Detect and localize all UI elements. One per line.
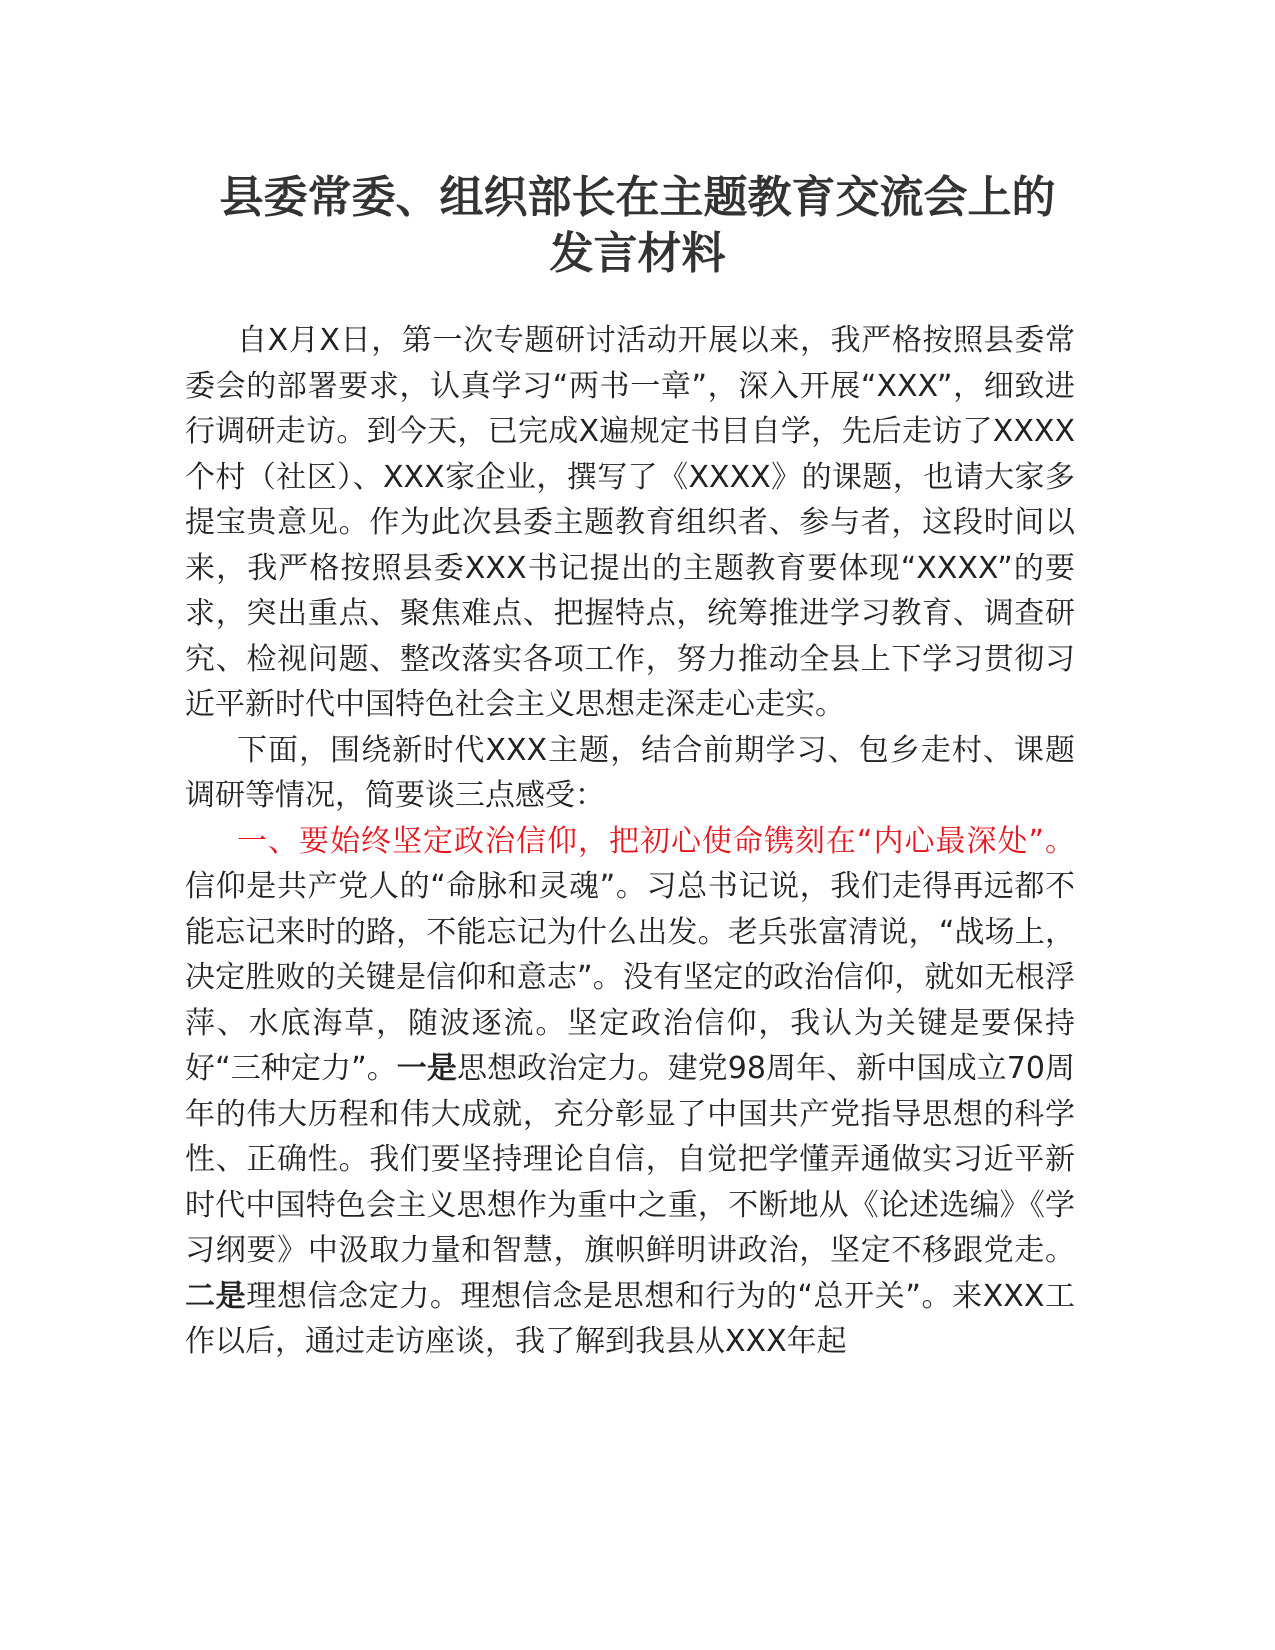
document-title <box>150 170 1125 282</box>
paragraph-transition: 下面，围绕新时代XXX主题，结合前期学习、包乡走村、课题调研等情况，简要谈三点感受： <box>185 732 1075 813</box>
section-heading: 一、要始终坚定政治信仰，把初心使命镌刻在“内心最深处”。 <box>237 823 1075 859</box>
point-two-label: 二是 <box>185 1278 247 1314</box>
point-one-text: 思想政治定力。建党98周年、新中国成立70周年的伟大历程和伟大成就，充分彰显了中国共产党指导思想的科学性、正确性。我们要坚持理论自信，自觉把学懂弄通做实习近平新时代中国特色会主义思想作为重中之重，不断地从《论述选编》《学习纲要》中汲取力量和智慧，旗帜鲜明讲政治，坚定不移跟党走。 <box>185 1051 1076 1268</box>
title-line-1: 县委常委、组织部长在主题教育交流会上的 <box>219 172 1056 223</box>
paragraph-section-one <box>185 819 1075 1365</box>
point-two-text: 理想信念定力。理想信念是思想和行为的“总开关”。来XXX工作以后，通过走访座谈，我了解到我县从XXX年起 <box>185 1278 1075 1359</box>
title-line-2: 发言材料 <box>549 228 726 279</box>
point-one-label: 一是 <box>396 1051 457 1086</box>
section-text: 信仰是共产党人的“命脉和灵魂”。习总书记说，我们走得再远都不能忘记来时的路，不能忘记为什么出发。老兵张富清说，“战场上，决定胜败的关键是信仰和意志”。没有坚定的政治信仰，就如无根浮萍、水底海草，随波逐流。坚定政治信仰，我认为关键是要保持好“三种定力”。 <box>185 869 1075 1086</box>
document-body <box>185 318 1075 1365</box>
paragraph-intro: 自X月X日，第一次专题研讨活动开展以来，我严格按照县委常委会的部署要求，认真学习“两书一章”，深入开展“XXX”，细致进行调研走访。到今天，已完成X遍规定书目自学，先后走访了XXXX个村（社区）、XXX家企业，撰写了《XXXX》的课题，也请大家多提宝贵意见。作为此次县委主题教育组织者、参与者，这段时间以来，我严格按照县委XXX书记提出的主题教育要体现“XXXX”的要求，突出重点、聚焦难点、把握特点，统筹推进学习教育、调查研究、检视问题、整改落实各项工作，努力推动全县上下学习贯彻习近平新时代中国特色社会主义思想走深走心走实。 <box>185 323 1075 722</box>
